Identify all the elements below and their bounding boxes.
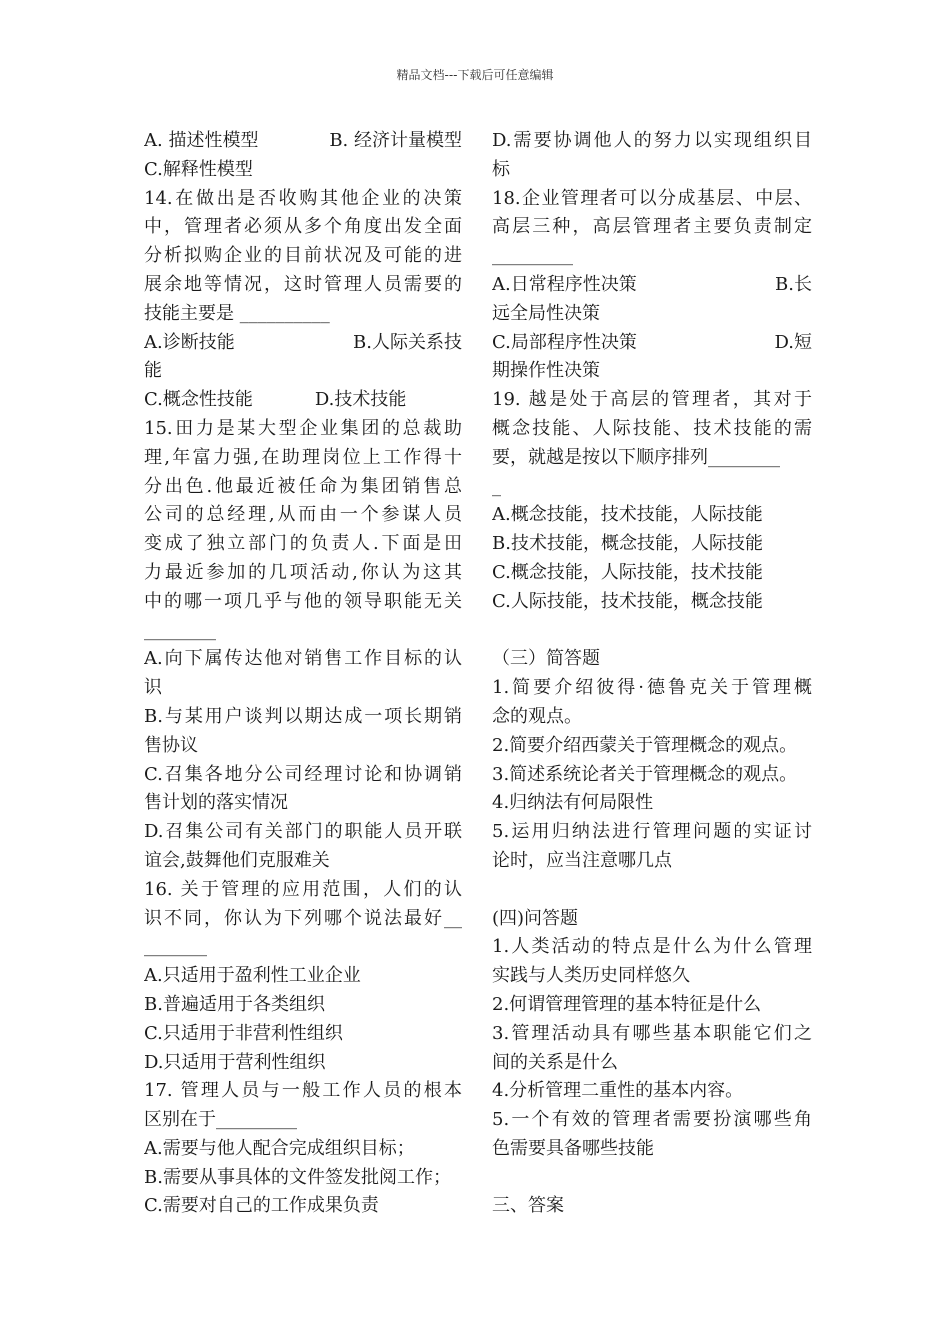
option-c: C.解释性模型 [144,158,253,180]
left-column [144,127,462,1221]
question-15: 15.田力是某大型企业集团的总裁助 [144,417,462,439]
option-a: A.日常程序性决策 [492,273,637,295]
option-b: B.人际关系技 [353,331,462,353]
option-row [492,329,812,358]
right-column [492,127,812,1221]
option-b: B.与某用户谈判以期达成一项长期销 [144,705,462,727]
answer-blank: _ [492,475,501,497]
question-14: 14.在做出是否收购其他企业的决策 [144,187,462,209]
section-heading-short-answer: （三）简答题 [492,648,600,670]
text-line: 技能主要是 __________ [144,302,330,324]
text-line: 识不同，你认为下列哪个说法最好__ [144,907,462,929]
option-d: D.召集公司有关部门的职能人员开联 [144,821,462,843]
option-c: C.只适用于非营利性组织 [144,1022,343,1044]
section-heading-questions: (四)问答题 [492,907,579,929]
text-line: 公司的总经理,从而由一个参谋人员 [144,504,462,526]
short-question-1: 1.简要介绍彼得·德鲁克关于管理概 [492,677,812,699]
option-a: A.向下属传达他对销售工作目标的认 [144,648,462,670]
question-19: 19. 越是处于高层的管理者，其对于 [492,389,812,411]
option-d: D.短 [774,331,812,353]
text-line: 能 [144,360,162,382]
option-a: A.需要与他人配合完成组织目标； [144,1137,415,1159]
short-question-5: 5.运用归纳法进行管理问题的实证讨 [492,821,812,843]
text-line: 要，就越是按以下顺序排列________ [492,446,780,468]
text-line: 中的哪一项几乎与他的领导职能无关 [144,590,462,612]
answer-blank: _________ [492,245,573,267]
text-line: 理,年富力强,在助理岗位上工作得十 [144,446,462,468]
option-row [492,271,812,300]
text-line: 力最近参加的几项活动,你认为这其 [144,561,462,583]
text-line: 远全局性决策 [492,302,600,324]
text-line: 中，管理者必须从多个角度出发全面 [144,216,462,238]
text-line: 念的观点。 [492,705,582,727]
option-c: C.概念性技能 [144,389,253,411]
question-16: 16. 关于管理的应用范围，人们的认 [144,878,462,900]
text-line: 论时，应当注意哪几点 [492,849,672,871]
option-d: D.技术技能 [314,389,407,411]
option-c: C.需要对自己的工作成果负责 [144,1195,379,1217]
section-heading-answers: 三、答案 [492,1195,564,1217]
text-line: 售计划的落实情况 [144,792,288,814]
text-line: 变成了独立部门的负责人.下面是田 [144,533,462,555]
spacer [492,876,812,905]
text-line: 分析拟购企业的目前状况及可能的进 [144,245,462,267]
option-a: A.概念技能，技术技能，人际技能 [492,504,763,526]
option-b: B.长 [775,273,812,295]
option-row [144,386,462,415]
spacer [492,1164,812,1193]
option-c: C.概念技能，人际技能，技术技能 [492,561,763,583]
question-18: 18.企业管理者可以分成基层、中层、 [492,187,812,209]
essay-question-5: 5.一个有效的管理者需要扮演哪些角 [492,1109,812,1131]
essay-question-4: 4.分析管理二重性的基本内容。 [492,1080,744,1102]
option-c: C.人际技能，技术技能，概念技能 [492,590,763,612]
option-b: B. 经济计量模型 [329,130,462,151]
option-d: D.只适用于营利性组织 [144,1051,326,1073]
option-row [144,329,462,358]
text-line: 标 [492,158,510,180]
option-b: B.需要从事具体的文件签发批阅工作； [144,1166,451,1188]
text-line: 实践与人类历史同样悠久 [492,965,690,987]
option-b: B.普遍适用于各类组织 [144,993,325,1015]
option-row [144,127,462,156]
question-17: 17. 管理人员与一般工作人员的根本 [144,1080,462,1102]
text-line: 展余地等情况，这时管理人员需要的 [144,273,462,295]
option-a: A.诊断技能 [144,331,235,353]
text-line: 区别在于_________ [144,1109,297,1131]
option-c: C.召集各地分公司经理讨论和协调销 [144,763,462,785]
text-line: 谊会,鼓舞他们克服难关 [144,849,330,871]
option-c: C.局部程序性决策 [492,331,637,353]
text-line: 概念技能、人际技能、技术技能的需 [492,417,812,439]
text-line: 期操作性决策 [492,360,600,382]
text-line: 分出色.他最近被任命为集团销售总 [144,475,462,497]
text-line: 识 [144,677,162,699]
option-d: D.需要协调他人的努力以实现组织目 [492,130,812,151]
answer-blank: _______ [144,936,207,958]
text-line: 售协议 [144,734,198,756]
page-header: 精品文档---下载后可任意编辑 [396,68,554,82]
essay-question-1: 1.人类活动的特点是什么为什么管理 [492,936,812,958]
short-question-4: 4.归纳法有何局限性 [492,792,654,814]
text-line: 色需要具备哪些技能 [492,1137,654,1159]
short-question-2: 2.简要介绍西蒙关于管理概念的观点。 [492,734,798,756]
text-line: 高层三种，高层管理者主要负责制定 [492,216,812,238]
essay-question-2: 2.何谓管理管理的基本特征是什么 [492,993,762,1015]
text-line: 间的关系是什么 [492,1051,618,1073]
essay-question-3: 3.管理活动具有哪些基本职能它们之 [492,1022,812,1044]
option-a: A. 描述性模型 [144,130,259,151]
option-b: B.技术技能，概念技能，人际技能 [492,533,763,555]
option-a: A.只适用于盈利性工业企业 [144,965,361,987]
answer-blank: ________ [144,619,216,641]
spacer [492,617,812,646]
short-question-3: 3.简述系统论者关于管理概念的观点。 [492,763,798,785]
